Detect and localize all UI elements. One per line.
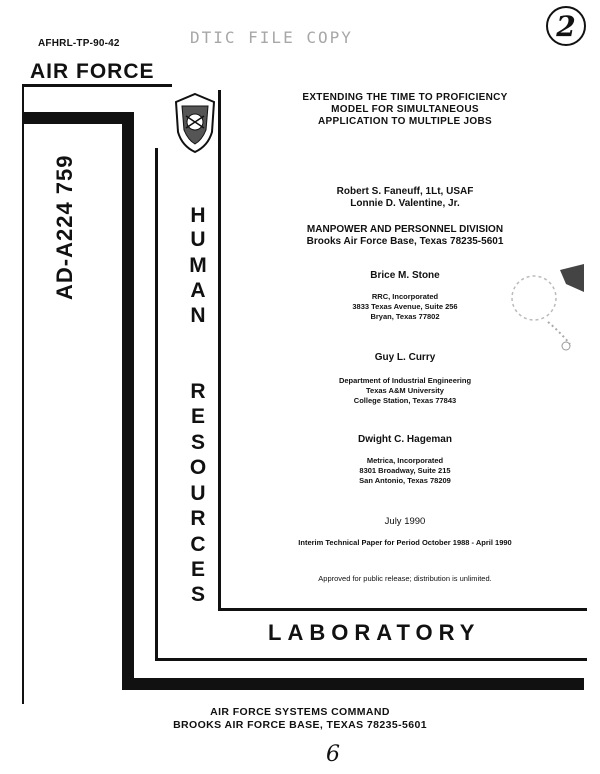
report-number: AFHRL-TP-90-42 [38,38,120,49]
human-letter: N [190,304,206,327]
org-tamu [220,376,590,406]
org-line: 3833 Texas Avenue, Suite 256 [352,302,458,311]
frame-bar-bottom [122,678,584,690]
resources-letter: S [190,431,205,454]
page-number-circled: 2 [546,6,586,46]
org-line: 8301 Broadway, Suite 215 [359,466,451,475]
report-date: July 1990 [384,516,426,527]
human-letter: H [190,204,206,227]
report-period: Interim Technical Paper for Period October 1988 - April 1990 [298,538,512,547]
org-line: Bryan, Texas 77802 [370,312,440,321]
resources-letter: U [190,482,206,505]
resources-letter: C [190,533,206,556]
org-line: Texas A&M University [366,386,444,395]
resources-letter: E [190,405,205,428]
title-line: EXTENDING THE TIME TO PROFICIENCY [302,92,508,103]
document-title [220,92,590,128]
air-force-heading: AIR FORCE [30,60,155,83]
org-line: RRC, Incorporated [371,292,439,301]
resources-letter: R [190,380,206,403]
frame-rule-top [22,84,172,87]
title-line: MODEL FOR SIMULTANEOUS [331,104,479,115]
author-hageman: Dwight C. Hageman [358,434,452,445]
frame-inner-left [155,148,158,660]
command-name: AIR FORCE SYSTEMS COMMAND [210,706,390,718]
division-block [220,224,590,248]
command-address: BROOKS AIR FORCE BASE, TEXAS 78235-5601 [173,719,427,731]
laboratory-heading: LABORATORY [268,620,481,645]
author-name: Lonnie D. Valentine, Jr. [350,198,460,209]
org-line: College Station, Texas 77843 [353,396,457,405]
resources-letter: S [190,583,205,606]
frame-rule-left-thin [22,84,24,704]
division-name: MANPOWER AND PERSONNEL DIVISION [306,224,504,235]
frame-bar-left [122,112,134,690]
frame-inner-vertical [218,90,221,610]
org-line: San Antonio, Texas 78209 [359,476,451,485]
org-metrica [220,456,590,486]
handwritten-mark: 6 [326,742,340,767]
title-line: APPLICATION TO MULTIPLE JOBS [318,116,492,127]
frame-inner-horizontal [218,608,587,611]
human-letter: M [189,254,207,277]
resources-letter: E [190,558,205,581]
org-line: Metrica, Incorporated [366,456,444,465]
human-letter: A [190,279,206,302]
accession-number: AD-A224 759 [52,154,77,300]
org-line: Department of Industrial Engineering [338,376,472,385]
air-force-seal-icon [172,92,218,154]
author-curry: Guy L. Curry [374,352,436,363]
received-stamp-icon [500,262,586,352]
human-letter: U [190,228,206,251]
command-block [0,706,600,732]
author-stone: Brice M. Stone [370,270,440,281]
authors-primary [220,186,590,210]
frame-inner-bottom [155,658,587,661]
distribution-statement: Approved for public release; distribution is unlimited. [318,574,492,583]
author-name: Robert S. Faneuff, 1Lt, USAF [336,186,474,197]
resources-letter: O [189,456,207,479]
file-copy-stamp: DTIC FILE COPY [190,28,353,47]
resources-letter: R [190,507,206,530]
frame-bar-top [22,112,134,124]
division-address: Brooks Air Force Base, Texas 78235-5601 [306,236,504,247]
